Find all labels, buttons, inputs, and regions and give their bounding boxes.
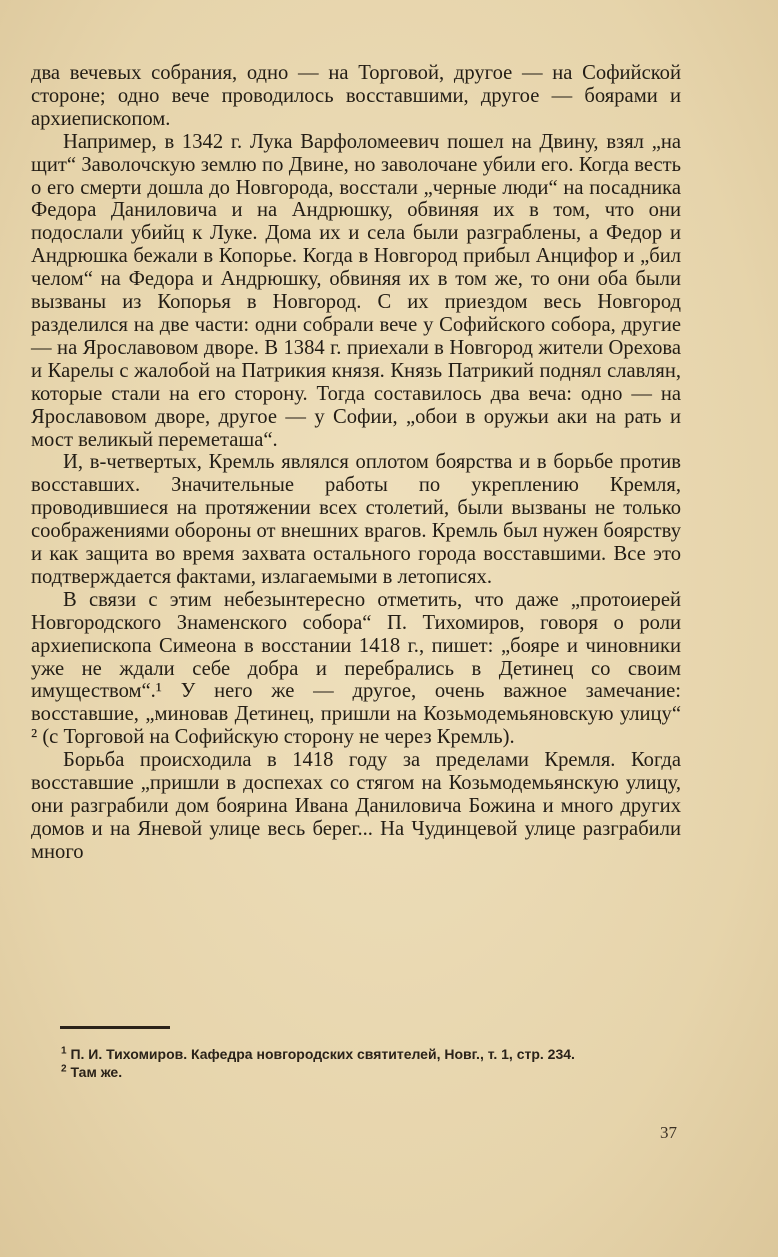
footnote-1-text: П. И. Тихомиров. Кафедра новгородских святителей, Новг., т. 1, стр. 234. [70,1046,575,1062]
page-number: 37 [660,1123,677,1142]
paragraph-2: Например, в 1342 г. Лука Варфоломеевич пошел на Двину, взял „на щит“ Заволочскую землю по Двине, но заволочане убили его. Когда весть о его смерти дошла до Новгорода, восстали „черные люди“ на посадника Федора Даниловича и на Андрюшку, обвиняя их в том, что они подослали убийц к Луке. Дома их и села были разграблены, а Федор и Андрюшка бежали в Копорье. Когда в Новгород прибыл Анцифор и „бил челом“ на Федора и Андрюшку, обвиняя их в том же, то они оба были вызваны из Копорья в Новгород. С их приездом весь Новгород разделился на две части: одни собрали вече у Софийского собора, другие — на Ярославовом дворе. В 1384 г. приехали в Новгород жители Орехова и Карелы с жалобой на Патрикия князя. Князь Патрикий поднял славлян, которые стали на его сторону. Тогда составилось два веча: одно — на Ярославовом дворе, другое — у Софии, „обои в оружьи аки на рать и мост великый переметаша“. [31,130,681,451]
paragraph-1: два вечевых собрания, одно — на Торговой, другое — на Софийской стороне; одно вече проводилось восставшими, другое — боярами и архиепископом. [31,62,681,130]
footnote-1 [31,1046,681,1064]
main-text [31,62,681,864]
paragraph-5: Борьба происходила в 1418 году за пределами Кремля. Когда восставшие „пришли в доспехах со стягом на Козьмодемьянскую улицу, они разграбили дом боярина Ивана Даниловича Божина и много других домов и на Яневой улице весь берег... На Чудинцевой улице разграбили много [31,749,681,863]
footnote-1-mark: 1 [61,1045,67,1057]
footnotes [31,1046,681,1081]
footnote-divider [60,1026,170,1029]
footnote-2-mark: 2 [61,1062,67,1074]
footnote-2 [31,1064,681,1082]
paragraph-3: И, в-четвертых, Кремль являлся оплотом боярства и в борьбе против восставших. Значительные работы по укреплению Кремля, проводившиеся на протяжении всех столетий, были вызваны не только соображениями обороны от внешних врагов. Кремль был нужен боярству и как защита во время захвата остального города восставшими. Все это подтверждается фактами, излагаемыми в летописях. [31,451,681,588]
footnote-2-text: Там же. [70,1063,123,1080]
paragraph-4: В связи с этим небезынтересно отметить, что даже „протоиерей Новгородского Знаменского собора“ П. Тихомиров, говоря о роли архиепископа Симеона в восстании 1418 г., пишет: „бояре и чиновники уже не ждали себе добра и перебрались в Детинец со своим имуществом“.¹ У него же — другое, очень важное замечание: восставшие, „миновав Детинец, пришли на Козьмодемьяновскую улицу“ ² (с Торговой на Софийскую сторону не через Кремль). [31,588,681,749]
